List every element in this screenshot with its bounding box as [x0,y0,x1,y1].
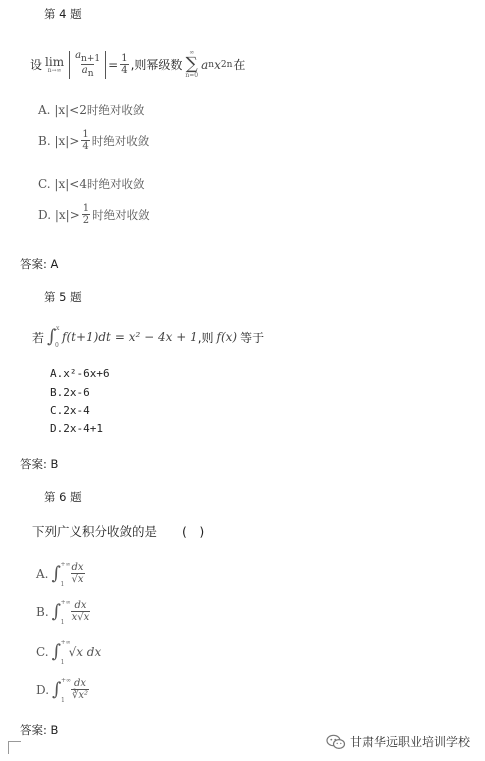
q4-heading: 第 4 题 [44,7,82,21]
q6-option-b-lower: 1 [60,619,65,626]
q4-option-d-text: 时绝对收敛 [92,208,150,222]
q4-abs-den-sub: n [87,68,94,79]
q4-eq: = [108,57,119,72]
q5-stem-suffix: 等于 [240,330,265,345]
q6-option-c-body: √x dx [68,645,102,659]
q6-option-b-integral-icon: ∫ [51,601,62,622]
q4-option-b-num: 1 [82,129,89,140]
q4-sum-sup: ∞ [189,49,195,56]
q4-option-d-lhs: |x|> [54,208,80,222]
q6-option-a-integral-icon: ∫ [51,563,61,584]
q5-stem-mid: ,则 [197,330,214,345]
q5-int-lower: 0 [55,342,59,349]
q5-integral-icon: ∫ [47,326,57,347]
q6-option-a-label: A. [36,567,49,581]
q4-term-x: x [214,57,221,72]
q4-option-a-text: 时绝对收敛 [86,103,145,117]
q6-option-d-den: ∛x² [72,690,89,701]
page-corner-mark [8,741,21,754]
q5-option-c [50,404,90,417]
q5-heading: 第 5 题 [44,290,82,304]
q6-option-b [36,598,92,626]
q4-sum-icon: ∑ [185,54,198,74]
q6-option-c-label: C. [36,645,49,659]
q6-option-b-num: dx [74,600,87,611]
q5-option-b [50,386,90,399]
q4-option-b-den: 4 [82,141,89,152]
q5-eq: = x² − 4x + 1 [114,330,198,344]
q6-option-c-lower: 1 [60,659,65,666]
q5-fx: f(x) [216,330,238,344]
q5-option-b-label: B. [50,386,64,399]
q4-option-c-text: 时绝对收敛 [86,177,145,191]
q6-option-c-upper: +∞ [60,639,71,646]
q5-int-upper: x [56,325,60,332]
q4-option-a [38,102,144,118]
q4-option-c [38,176,144,192]
q6-stem: 下列广义积分收敛的是 ( ) [32,524,205,539]
q5-option-c-text: 2x-4 [63,404,90,417]
q4-option-b-text: 时绝对收敛 [91,134,150,148]
q4-abs-num: a [75,49,82,61]
q4-lim: lim [45,54,65,69]
q4-option-b [38,130,149,152]
q4-option-d [38,204,150,226]
q5-option-a-label: A. [50,367,64,380]
q4-option-d-den: 2 [82,215,90,226]
q6-option-b-label: B. [36,605,49,619]
q4-option-d-label: D. [38,208,52,222]
q4-lim-sub: n→∞ [47,66,62,74]
q5-option-c-label: C. [50,404,64,417]
q6-answer: 答案: B [20,723,59,737]
q4-option-a-lhs: |x|<2 [54,103,87,117]
q6-heading: 第 6 题 [44,490,82,504]
q4-stem [30,50,245,79]
q4-answer: 答案: A [20,257,59,271]
q6-option-c [36,638,101,666]
q6-option-d-lower: 1 [61,697,65,704]
q4-stem-mid: ,则幂级数 [130,58,183,72]
q6-option-a [36,560,87,588]
q5-option-b-text: 2x-6 [63,386,90,399]
q4-abs-num-sub: n+1 [81,53,101,64]
q6-option-a-upper: +∞ [60,561,71,568]
q6-option-a-den: √x [71,574,84,585]
q6-option-d-upper: +∞ [61,677,72,684]
brand-watermark [326,733,470,750]
brand-name: 甘肃华远职业培训学校 [350,735,471,749]
q4-option-b-label: B. [38,134,51,148]
q6-option-b-upper: +∞ [60,599,71,606]
q4-frac-num: 1 [121,52,128,64]
q6-option-c-integral-icon: ∫ [51,641,61,662]
q4-option-c-label: C. [38,177,51,191]
q6-option-d [36,676,91,704]
q4-stem-prefix: 设 [30,58,43,72]
q5-integrand: f(t+1)dt [62,330,111,344]
q5-option-d [50,422,103,435]
q4-sum-sub: n=0 [185,72,199,79]
q6-option-d-num: dx [74,678,87,689]
q5-stem [32,326,264,348]
q4-option-c-lhs: |x|<4 [54,177,87,191]
q4-option-b-lhs: |x|> [54,134,80,148]
q6-option-b-den: x√x [71,612,90,623]
q4-option-a-label: A. [38,103,51,117]
q4-term-exp: 2n [220,59,233,70]
q5-option-d-label: D. [50,422,64,435]
q6-option-a-num: dx [71,562,84,573]
wechat-icon [326,734,346,750]
q4-term-sub: n [208,59,215,70]
q4-stem-suffix: 在 [233,58,246,72]
q4-option-d-num: 1 [82,203,90,214]
q6-option-d-label: D. [36,683,50,697]
q6-option-a-lower: 1 [60,581,65,588]
q4-abs-den: a [81,64,88,76]
q5-option-a [50,367,110,380]
q5-stem-prefix: 若 [32,330,45,345]
q4-frac-den: 4 [121,64,128,76]
q5-option-d-text: 2x-4+1 [63,422,103,435]
q6-option-d-integral-icon: ∫ [52,679,62,700]
q5-answer: 答案: B [20,457,59,471]
q5-option-a-text: x²-6x+6 [63,367,110,380]
q4-term: a [201,57,209,72]
